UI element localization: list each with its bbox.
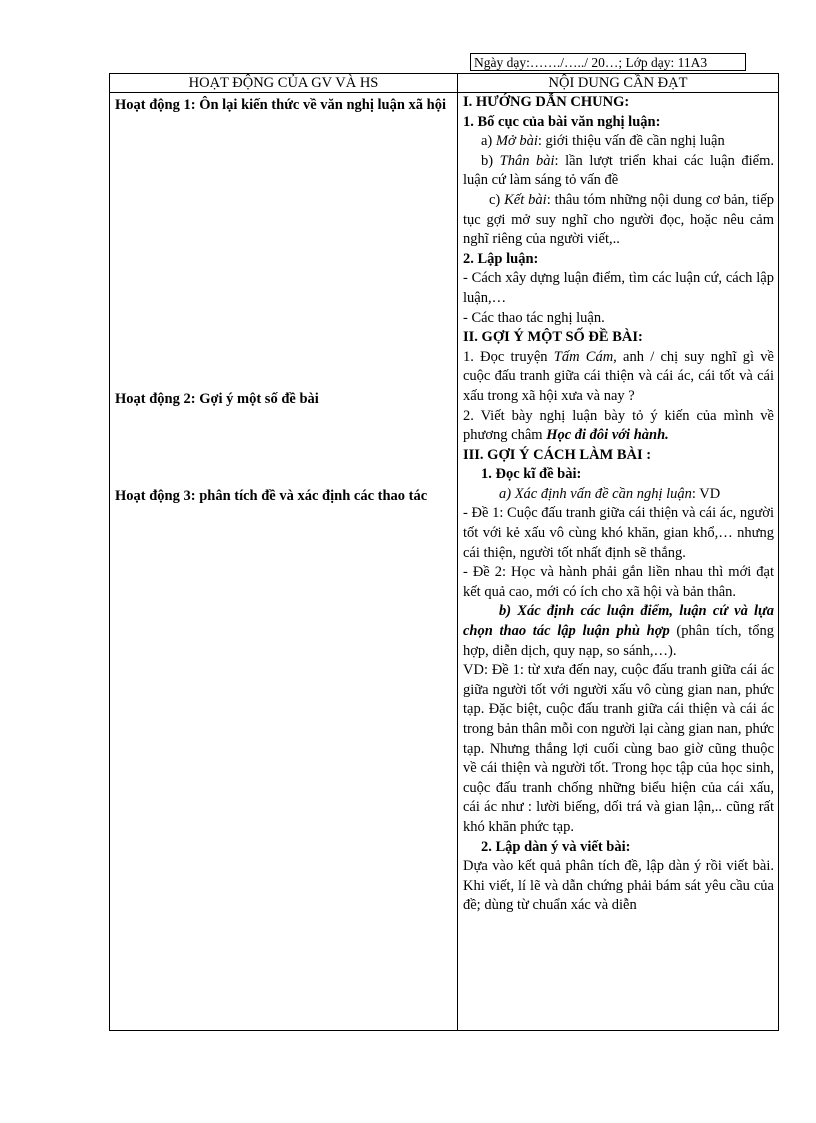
section-3-title: III. GỢI Ý CÁCH LÀM BÀI :	[463, 446, 652, 463]
activity-3: Hoạt động 3: phân tích đề và xác định các thao tác	[115, 488, 428, 504]
header-content: NỘI DUNG CẦN ĐẠT	[458, 74, 779, 93]
table-header-row	[110, 74, 779, 93]
tam-cam-title: Tấm Cám,	[553, 348, 617, 365]
vd-paragraph: VD: Đề 1: từ xưa đến nay, cuộc đấu tranh giữa cái ác giữa người tốt với người xấu vô cùng gian nan, phức tạp. Đặc biệt, cuộc đấu tranh giữa cái thiện và cái ác trong bản thân mỗi con người lại càng gian nan, phức tạp. Nhưng thắng lợi cuối cùng bao giờ cũng thuộc về cái thiện và người tốt. Trong học tập của học sinh, cuộc đấu tranh chống những biểu hiện của cái xấu, cái ác như : lười biếng, dối trá và gian lận,.. cũng rất khó khăn phức tạp.	[463, 662, 774, 835]
lap-luan-item-2: - Các thao tác nghị luận.	[463, 309, 605, 326]
hoc-di-doi-voi-hanh: Học đi đôi với hành.	[546, 427, 669, 444]
activities-column	[110, 93, 458, 1031]
de-bai-2: 2. Viết bày nghị luận bày tỏ ý kiến của mình về phương châm Học đi đôi với hành.	[463, 407, 774, 444]
section-2-title: II. GỢI Ý MỘT SỐ ĐỀ BÀI:	[463, 329, 643, 346]
de-2-analysis: - Đề 2: Học và hành phải gắn liền nhau thì mới đạt kết quả cao, mới có ích cho xã hội và bản thân.	[463, 564, 774, 600]
activity-1: Hoạt động 1: Ôn lại kiến thức về văn nghị luận xã hội	[115, 97, 446, 113]
de-1-analysis: - Đề 1: Cuộc đấu tranh giữa cái thiện và cái ác, người tốt với kẻ xấu vô cùng khó khăn, gian khổ,… nhưng cái thiện, người tốt nhất định sẽ thắng.	[463, 505, 774, 561]
date-class-line: Ngày dạy:……./…../ 20…; Lớp dạy: 11A3	[470, 53, 746, 71]
mo-bai-paragraph: a) Mở bài: giới thiệu vấn đề cần nghị luận	[481, 133, 725, 150]
section-1-1-title: 1. Bố cục của bài văn nghị luận:	[463, 113, 661, 130]
content-column	[458, 93, 779, 1031]
de-bai-1: 1. Đọc truyện Tấm Cám, anh / chị suy nghĩ gì về cuộc đấu tranh giữa cái thiện và cái ác, cái tốt và cái xấu trong xã hội xưa và nay ?	[463, 348, 774, 404]
section-1-2-title: 2. Lập luận:	[463, 250, 539, 267]
header-activities: HOẠT ĐỘNG CỦA GV VÀ HS	[110, 74, 458, 93]
section-3-2-text: Dựa vào kết quả phân tích đề, lập dàn ý rồi viết bài. Khi viết, lí lẽ và dẫn chứng phải bám sát yêu cầu của đề; dùng từ chuẩn xác và diễn	[463, 858, 774, 914]
lesson-plan-table	[109, 73, 779, 1031]
activity-2: Hoạt động 2: Gợi ý một số đề bài	[115, 391, 319, 407]
lap-luan-item-1: - Cách xây dựng luận điểm, tìm các luận cứ, cách lập luận,…	[463, 270, 774, 306]
section-1-title: I. HƯỚNG DẪN CHUNG:	[463, 94, 630, 110]
section-3-1-title: 1. Đọc kĩ đề bài:	[481, 466, 582, 483]
ket-bai-label: Kết bài	[504, 191, 547, 208]
mo-bai-label: Mở bài	[495, 133, 538, 150]
table-body-row	[110, 93, 779, 1031]
than-bai-label: Thân bài	[499, 152, 555, 169]
than-bai-paragraph: b) Thân bài: lần lượt triển khai các luận điểm. luận cứ làm sáng tỏ vấn đề	[463, 152, 774, 189]
ket-bai-paragraph: c) Kết bài: thâu tóm những nội dung cơ bản, tiếp tục gợi mở suy nghĩ cho người đọc, hoặc nêu cảm nghĩ riêng của người viết,..	[463, 191, 774, 248]
xac-dinh-luan-diem: b) Xác định các luận điểm, luận cứ và lựa chọn thao tác lập luận phù hợp (phân tích, tổng hợp, diễn dịch, quy nạp, so sánh,…).	[463, 603, 774, 659]
section-3-2-title: 2. Lập dàn ý và viết bài:	[481, 838, 631, 855]
xac-dinh-van-de: a) Xác định vấn đề cần nghị luận: VD	[499, 485, 721, 502]
